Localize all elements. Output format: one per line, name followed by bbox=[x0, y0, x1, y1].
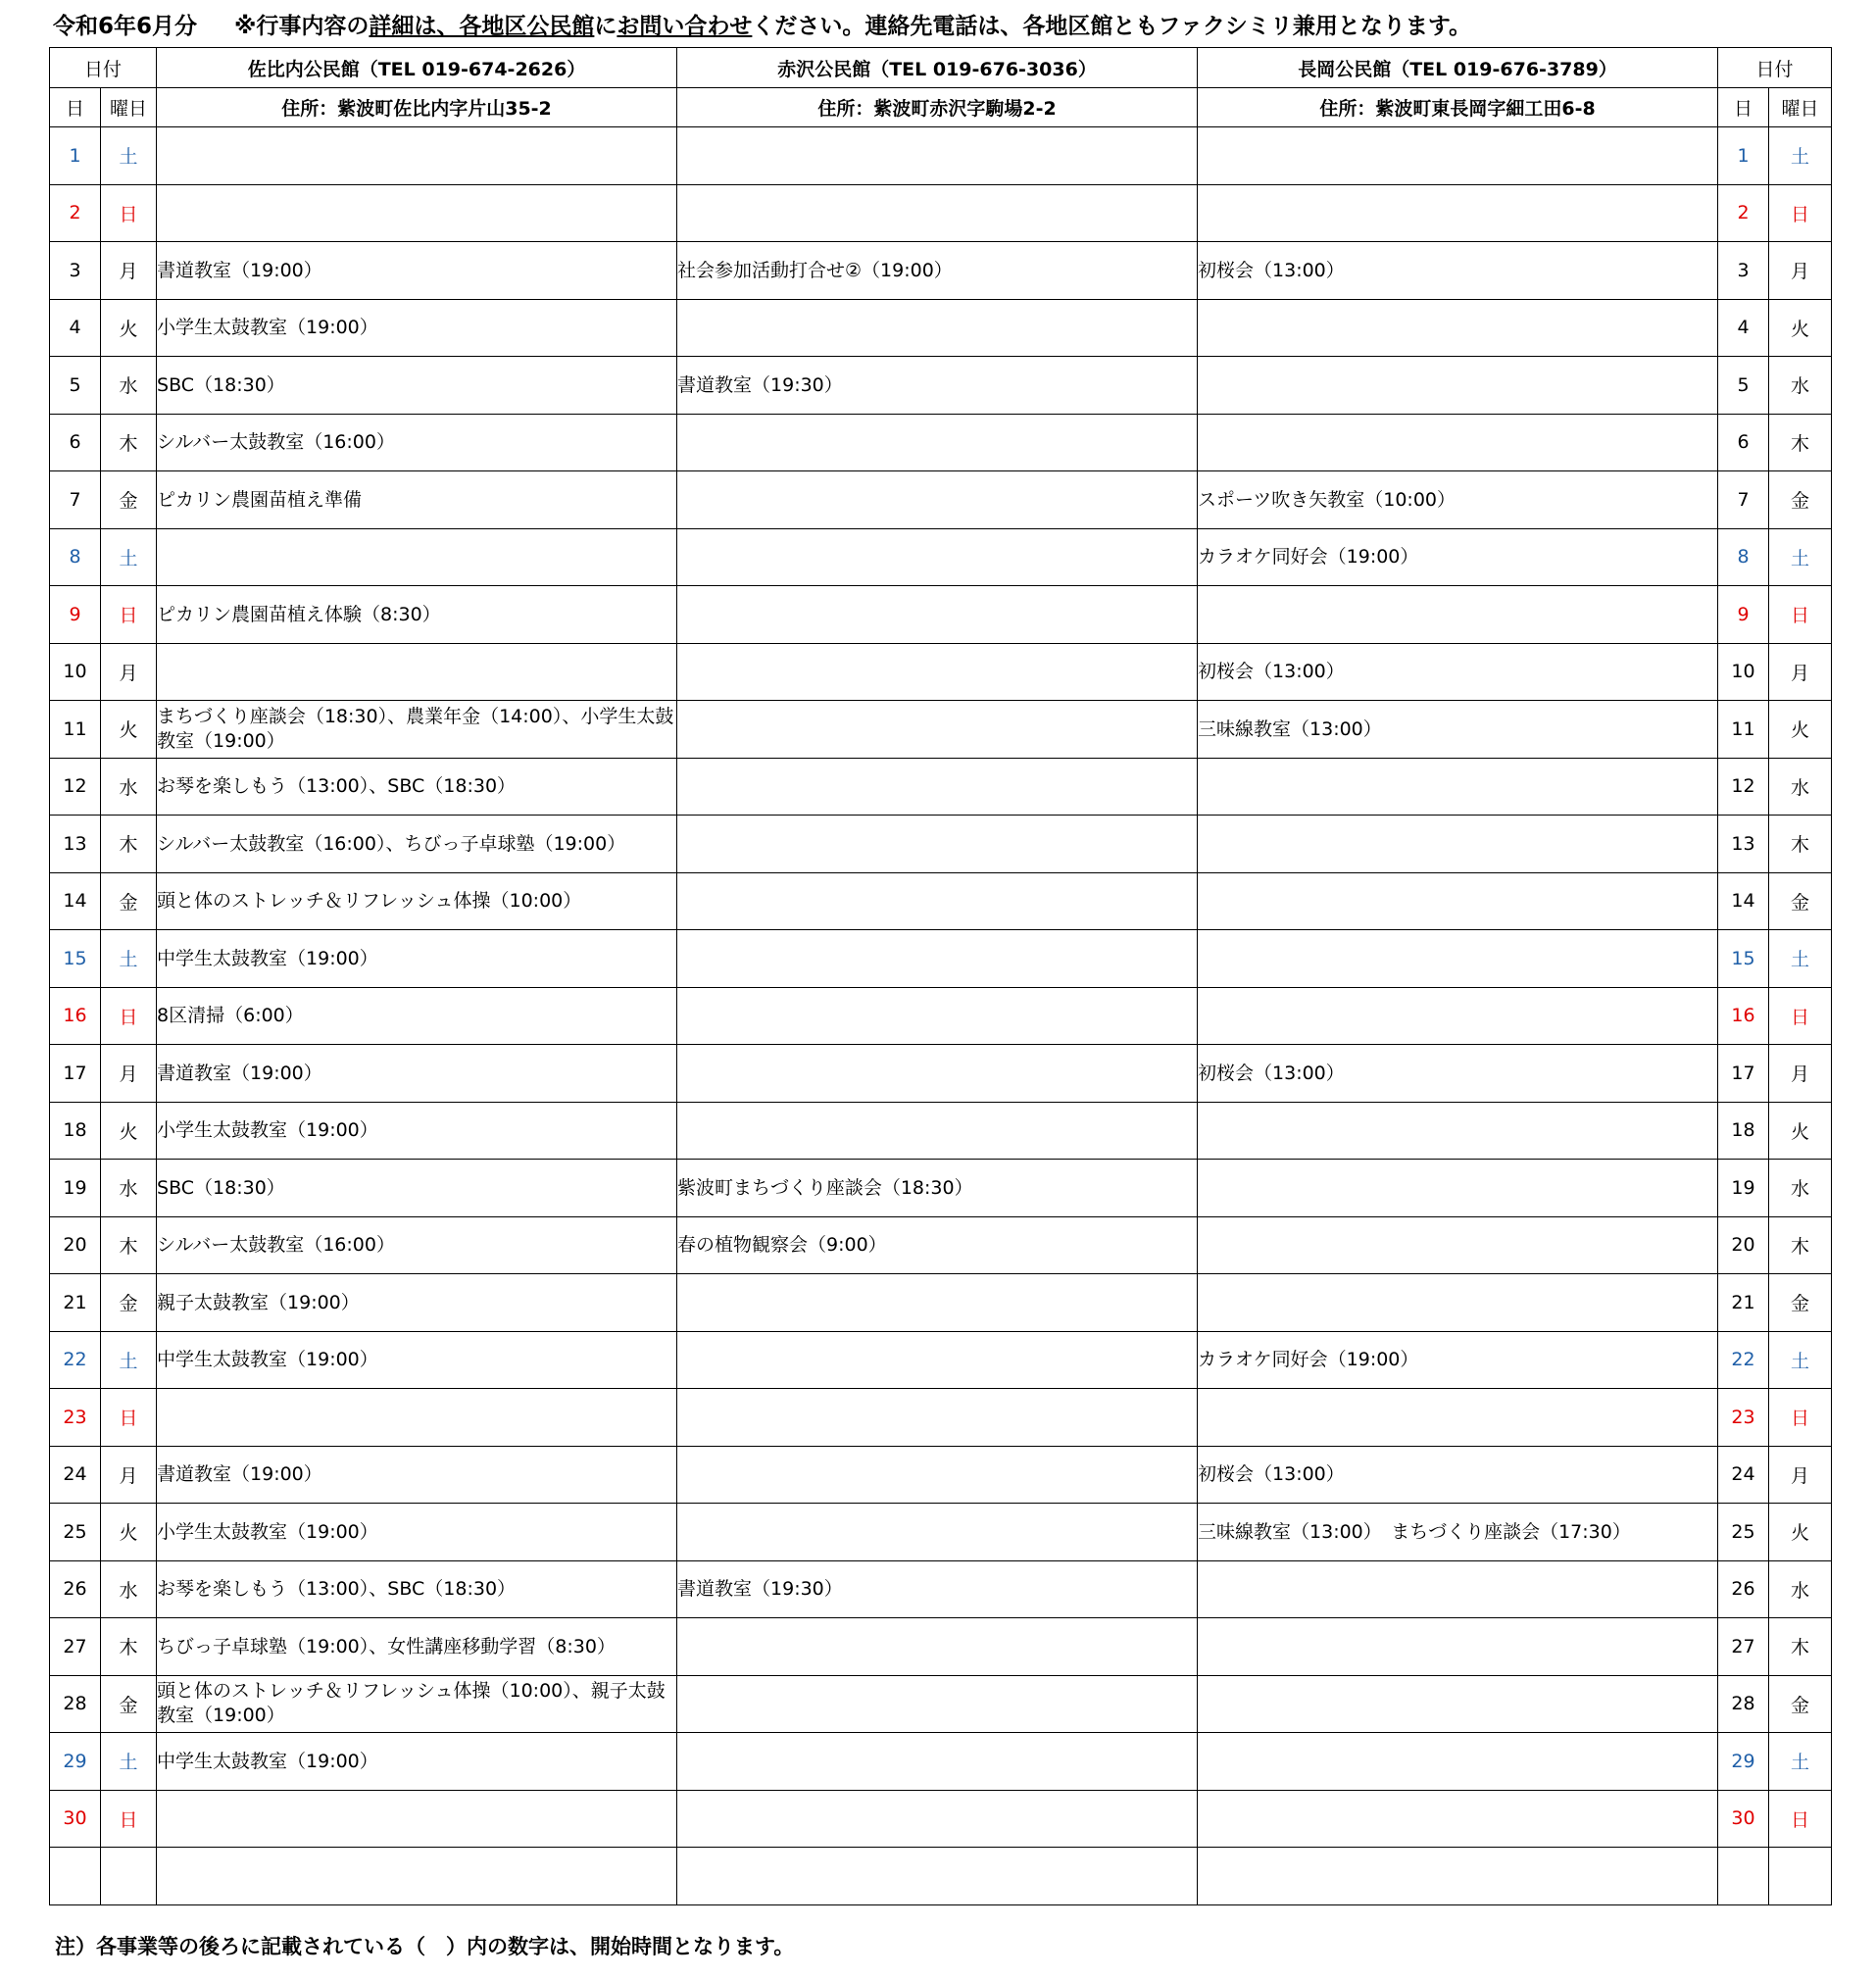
event-sahinai-cell: 小学生太鼓教室（19:00） bbox=[157, 299, 677, 357]
day-right-cell: 16 bbox=[1718, 987, 1769, 1045]
event-sahinai-cell: SBC（18:30） bbox=[157, 1160, 677, 1217]
event-sahinai-cell: シルバー太鼓教室（16:00） bbox=[157, 414, 677, 471]
day-left-cell: 10 bbox=[50, 643, 101, 701]
weekday-left-cell: 金 bbox=[101, 1675, 157, 1733]
weekday-left-cell: 土 bbox=[101, 1331, 157, 1389]
event-akazawa-cell bbox=[677, 1389, 1198, 1447]
day-left-cell: 1 bbox=[50, 127, 101, 185]
weekday-left-cell: 火 bbox=[101, 1102, 157, 1160]
event-sahinai-cell: 書道教室（19:00） bbox=[157, 1446, 677, 1504]
event-nagaoka-cell: 初桜会（13:00） bbox=[1198, 1045, 1718, 1103]
day-right-cell: 4 bbox=[1718, 299, 1769, 357]
day-left-cell: 29 bbox=[50, 1733, 101, 1791]
table-row bbox=[50, 1504, 1832, 1561]
event-nagaoka-cell bbox=[1198, 414, 1718, 471]
day-left-cell: 6 bbox=[50, 414, 101, 471]
page-header bbox=[53, 10, 1837, 43]
day-left-cell: 7 bbox=[50, 471, 101, 529]
weekday-left-cell: 水 bbox=[101, 1160, 157, 1217]
table-row bbox=[50, 299, 1832, 357]
weekday-right-cell: 日 bbox=[1769, 1389, 1832, 1447]
weekday-right-cell: 火 bbox=[1769, 299, 1832, 357]
event-sahinai-cell: 小学生太鼓教室（19:00） bbox=[157, 1102, 677, 1160]
event-akazawa-cell bbox=[677, 471, 1198, 529]
event-sahinai-cell: ちびっ子卓球塾（19:00）、女性講座移動学習（8:30） bbox=[157, 1618, 677, 1676]
weekday-left-cell: 月 bbox=[101, 643, 157, 701]
event-akazawa-cell bbox=[677, 127, 1198, 185]
event-sahinai-cell: 中学生太鼓教室（19:00） bbox=[157, 930, 677, 988]
date-header-left: 日付 bbox=[50, 48, 157, 88]
weekday-header-left: 曜日 bbox=[101, 88, 157, 127]
weekday-right-cell: 日 bbox=[1769, 586, 1832, 644]
event-nagaoka-cell bbox=[1198, 1102, 1718, 1160]
weekday-left-cell: 火 bbox=[101, 299, 157, 357]
table-row bbox=[50, 357, 1832, 415]
day-right-cell: 8 bbox=[1718, 528, 1769, 586]
weekday-left-cell: 月 bbox=[101, 1045, 157, 1103]
day-left-cell: 28 bbox=[50, 1675, 101, 1733]
weekday-left-cell: 月 bbox=[101, 1446, 157, 1504]
weekday-right-cell: 火 bbox=[1769, 1504, 1832, 1561]
day-left-cell: 18 bbox=[50, 1102, 101, 1160]
event-nagaoka-cell bbox=[1198, 1733, 1718, 1791]
hall-name-akazawa: 赤沢公民館（TEL 019-676-3036） bbox=[677, 48, 1198, 88]
event-nagaoka-cell bbox=[1198, 1216, 1718, 1274]
day-right-cell: 5 bbox=[1718, 357, 1769, 415]
day-right-cell bbox=[1718, 1848, 1769, 1905]
day-left-cell: 22 bbox=[50, 1331, 101, 1389]
weekday-left-cell: 土 bbox=[101, 1733, 157, 1791]
day-right-cell: 3 bbox=[1718, 242, 1769, 300]
event-akazawa-cell: 紫波町まちづくり座談会（18:30） bbox=[677, 1160, 1198, 1217]
table-row bbox=[50, 930, 1832, 988]
event-sahinai-cell: 頭と体のストレッチ＆リフレッシュ体操（10:00）、親子太鼓教室（19:00） bbox=[157, 1675, 677, 1733]
event-sahinai-cell: シルバー太鼓教室（16:00） bbox=[157, 1216, 677, 1274]
weekday-right-cell: 月 bbox=[1769, 1045, 1832, 1103]
table-row bbox=[50, 701, 1832, 759]
event-sahinai-cell: お琴を楽しもう（13:00）、SBC（18:30） bbox=[157, 1560, 677, 1618]
day-left-cell: 4 bbox=[50, 299, 101, 357]
weekday-right-cell: 木 bbox=[1769, 1216, 1832, 1274]
day-right-cell: 12 bbox=[1718, 758, 1769, 816]
event-akazawa-cell bbox=[677, 987, 1198, 1045]
table-row bbox=[50, 1848, 1832, 1905]
event-akazawa-cell: 書道教室（19:30） bbox=[677, 1560, 1198, 1618]
event-nagaoka-cell bbox=[1198, 127, 1718, 185]
weekday-left-cell: 火 bbox=[101, 701, 157, 759]
day-right-cell: 30 bbox=[1718, 1790, 1769, 1848]
table-row bbox=[50, 471, 1832, 529]
hall-name-sahinai: 佐比内公民館（TEL 019-674-2626） bbox=[157, 48, 677, 88]
notice-post: ください。連絡先電話は、各地区館ともファクシミリ兼用となります。 bbox=[752, 14, 1472, 39]
table-row bbox=[50, 1618, 1832, 1676]
day-right-cell: 7 bbox=[1718, 471, 1769, 529]
event-nagaoka-cell bbox=[1198, 1560, 1718, 1618]
event-sahinai-cell: 親子太鼓教室（19:00） bbox=[157, 1274, 677, 1332]
day-header-right: 日 bbox=[1718, 88, 1769, 127]
day-left-cell: 15 bbox=[50, 930, 101, 988]
event-akazawa-cell bbox=[677, 758, 1198, 816]
weekday-left-cell: 日 bbox=[101, 987, 157, 1045]
day-header-left: 日 bbox=[50, 88, 101, 127]
event-sahinai-cell: 書道教室（19:00） bbox=[157, 242, 677, 300]
event-nagaoka-cell bbox=[1198, 872, 1718, 930]
table-row bbox=[50, 1216, 1832, 1274]
table-row bbox=[50, 1045, 1832, 1103]
table-row bbox=[50, 1331, 1832, 1389]
table-row bbox=[50, 414, 1832, 471]
day-left-cell: 27 bbox=[50, 1618, 101, 1676]
weekday-header-right: 曜日 bbox=[1769, 88, 1832, 127]
day-left-cell: 13 bbox=[50, 816, 101, 873]
day-left-cell: 8 bbox=[50, 528, 101, 586]
day-right-cell: 22 bbox=[1718, 1331, 1769, 1389]
day-left-cell: 3 bbox=[50, 242, 101, 300]
day-right-cell: 14 bbox=[1718, 872, 1769, 930]
event-nagaoka-cell bbox=[1198, 1618, 1718, 1676]
weekday-left-cell: 日 bbox=[101, 1790, 157, 1848]
weekday-right-cell: 木 bbox=[1769, 414, 1832, 471]
weekday-right-cell: 金 bbox=[1769, 872, 1832, 930]
event-nagaoka-cell bbox=[1198, 184, 1718, 242]
event-akazawa-cell bbox=[677, 872, 1198, 930]
event-nagaoka-cell: 三味線教室（13:00） まちづくり座談会（17:30） bbox=[1198, 1504, 1718, 1561]
event-akazawa-cell bbox=[677, 816, 1198, 873]
weekday-left-cell: 木 bbox=[101, 1618, 157, 1676]
day-right-cell: 28 bbox=[1718, 1675, 1769, 1733]
table-row bbox=[50, 816, 1832, 873]
table-row bbox=[50, 643, 1832, 701]
event-sahinai-cell: まちづくり座談会（18:30）、農業年金（14:00）、小学生太鼓教室（19:00） bbox=[157, 701, 677, 759]
weekday-right-cell: 金 bbox=[1769, 471, 1832, 529]
day-right-cell: 18 bbox=[1718, 1102, 1769, 1160]
event-akazawa-cell bbox=[677, 1045, 1198, 1103]
day-left-cell: 30 bbox=[50, 1790, 101, 1848]
day-left-cell: 24 bbox=[50, 1446, 101, 1504]
weekday-left-cell: 土 bbox=[101, 127, 157, 185]
event-akazawa-cell bbox=[677, 1274, 1198, 1332]
event-nagaoka-cell bbox=[1198, 758, 1718, 816]
event-nagaoka-cell bbox=[1198, 586, 1718, 644]
notice-pre: ※行事内容の bbox=[234, 14, 370, 39]
table-row bbox=[50, 184, 1832, 242]
event-akazawa-cell bbox=[677, 930, 1198, 988]
weekday-right-cell: 日 bbox=[1769, 184, 1832, 242]
day-left-cell: 9 bbox=[50, 586, 101, 644]
event-nagaoka-cell: スポーツ吹き矢教室（10:00） bbox=[1198, 471, 1718, 529]
day-left-cell: 26 bbox=[50, 1560, 101, 1618]
event-nagaoka-cell bbox=[1198, 1790, 1718, 1848]
event-sahinai-cell: 中学生太鼓教室（19:00） bbox=[157, 1733, 677, 1791]
table-row bbox=[50, 528, 1832, 586]
weekday-right-cell: 木 bbox=[1769, 816, 1832, 873]
weekday-left-cell: 日 bbox=[101, 586, 157, 644]
event-akazawa-cell bbox=[677, 1848, 1198, 1905]
event-sahinai-cell bbox=[157, 643, 677, 701]
weekday-right-cell: 土 bbox=[1769, 127, 1832, 185]
day-right-cell: 19 bbox=[1718, 1160, 1769, 1217]
event-akazawa-cell: 社会参加活動打合せ②（19:00） bbox=[677, 242, 1198, 300]
hall-address-nagaoka: 住所：紫波町東長岡字細工田6-8 bbox=[1198, 88, 1718, 127]
notice-underline-1: 詳細は、各地区公民館 bbox=[369, 14, 595, 39]
event-nagaoka-cell bbox=[1198, 930, 1718, 988]
notice-underline-2: お問い合わせ bbox=[617, 14, 753, 39]
event-akazawa-cell bbox=[677, 1790, 1198, 1848]
weekday-right-cell: 月 bbox=[1769, 1446, 1832, 1504]
event-nagaoka-cell bbox=[1198, 299, 1718, 357]
weekday-left-cell: 水 bbox=[101, 758, 157, 816]
day-right-cell: 27 bbox=[1718, 1618, 1769, 1676]
day-left-cell: 23 bbox=[50, 1389, 101, 1447]
event-sahinai-cell: ピカリン農園苗植え準備 bbox=[157, 471, 677, 529]
day-right-cell: 13 bbox=[1718, 816, 1769, 873]
day-left-cell: 2 bbox=[50, 184, 101, 242]
schedule-table bbox=[49, 47, 1832, 1905]
weekday-right-cell: 火 bbox=[1769, 1102, 1832, 1160]
event-nagaoka-cell bbox=[1198, 1389, 1718, 1447]
event-sahinai-cell bbox=[157, 1848, 677, 1905]
event-sahinai-cell: SBC（18:30） bbox=[157, 357, 677, 415]
event-akazawa-cell bbox=[677, 1102, 1198, 1160]
day-right-cell: 23 bbox=[1718, 1389, 1769, 1447]
weekday-right-cell: 土 bbox=[1769, 1331, 1832, 1389]
table-row bbox=[50, 1102, 1832, 1160]
weekday-right-cell: 水 bbox=[1769, 1160, 1832, 1217]
weekday-left-cell: 木 bbox=[101, 1216, 157, 1274]
weekday-left-cell: 金 bbox=[101, 1274, 157, 1332]
day-right-cell: 24 bbox=[1718, 1446, 1769, 1504]
weekday-right-cell: 火 bbox=[1769, 701, 1832, 759]
weekday-right-cell: 土 bbox=[1769, 528, 1832, 586]
weekday-left-cell: 金 bbox=[101, 471, 157, 529]
event-sahinai-cell bbox=[157, 528, 677, 586]
day-right-cell: 10 bbox=[1718, 643, 1769, 701]
hall-address-akazawa: 住所：紫波町赤沢字駒場2-2 bbox=[677, 88, 1198, 127]
hall-address-sahinai: 住所：紫波町佐比内字片山35-2 bbox=[157, 88, 677, 127]
day-left-cell: 16 bbox=[50, 987, 101, 1045]
event-akazawa-cell bbox=[677, 643, 1198, 701]
event-akazawa-cell: 書道教室（19:30） bbox=[677, 357, 1198, 415]
event-akazawa-cell bbox=[677, 1446, 1198, 1504]
event-akazawa-cell bbox=[677, 586, 1198, 644]
day-right-cell: 17 bbox=[1718, 1045, 1769, 1103]
table-row bbox=[50, 1560, 1832, 1618]
weekday-right-cell: 木 bbox=[1769, 1618, 1832, 1676]
event-akazawa-cell bbox=[677, 1618, 1198, 1676]
weekday-left-cell: 木 bbox=[101, 414, 157, 471]
event-nagaoka-cell bbox=[1198, 816, 1718, 873]
day-right-cell: 21 bbox=[1718, 1274, 1769, 1332]
event-nagaoka-cell: 初桜会（13:00） bbox=[1198, 242, 1718, 300]
weekday-left-cell: 金 bbox=[101, 872, 157, 930]
event-akazawa-cell bbox=[677, 1733, 1198, 1791]
event-sahinai-cell: 小学生太鼓教室（19:00） bbox=[157, 1504, 677, 1561]
day-left-cell: 17 bbox=[50, 1045, 101, 1103]
day-left-cell: 25 bbox=[50, 1504, 101, 1561]
event-sahinai-cell: お琴を楽しもう（13:00）、SBC（18:30） bbox=[157, 758, 677, 816]
event-nagaoka-cell: カラオケ同好会（19:00） bbox=[1198, 1331, 1718, 1389]
day-left-cell: 12 bbox=[50, 758, 101, 816]
event-nagaoka-cell: 初桜会（13:00） bbox=[1198, 1446, 1718, 1504]
header-row-address bbox=[50, 88, 1832, 127]
weekday-left-cell: 土 bbox=[101, 930, 157, 988]
event-nagaoka-cell bbox=[1198, 987, 1718, 1045]
day-left-cell: 14 bbox=[50, 872, 101, 930]
weekday-left-cell: 土 bbox=[101, 528, 157, 586]
event-akazawa-cell: 春の植物観察会（9:00） bbox=[677, 1216, 1198, 1274]
table-row bbox=[50, 987, 1832, 1045]
weekday-right-cell: 水 bbox=[1769, 758, 1832, 816]
event-sahinai-cell: 頭と体のストレッチ＆リフレッシュ体操（10:00） bbox=[157, 872, 677, 930]
month-title: 令和6年6月分 bbox=[53, 14, 198, 39]
weekday-left-cell: 日 bbox=[101, 1389, 157, 1447]
table-row bbox=[50, 242, 1832, 300]
weekday-right-cell: 日 bbox=[1769, 987, 1832, 1045]
table-row bbox=[50, 1274, 1832, 1332]
weekday-left-cell: 水 bbox=[101, 1560, 157, 1618]
day-right-cell: 15 bbox=[1718, 930, 1769, 988]
table-row bbox=[50, 1389, 1832, 1447]
table-row bbox=[50, 758, 1832, 816]
hall-name-nagaoka: 長岡公民館（TEL 019-676-3789） bbox=[1198, 48, 1718, 88]
table-row bbox=[50, 872, 1832, 930]
day-right-cell: 1 bbox=[1718, 127, 1769, 185]
table-row bbox=[50, 1675, 1832, 1733]
weekday-right-cell: 土 bbox=[1769, 1733, 1832, 1791]
day-left-cell: 19 bbox=[50, 1160, 101, 1217]
weekday-right-cell: 月 bbox=[1769, 643, 1832, 701]
footer-note: 注）各事業等の後ろに記載されている（ ）内の数字は、開始時間となります。 bbox=[55, 1935, 795, 1958]
table-row bbox=[50, 1160, 1832, 1217]
event-sahinai-cell: 8区清掃（6:00） bbox=[157, 987, 677, 1045]
day-left-cell: 21 bbox=[50, 1274, 101, 1332]
day-right-cell: 20 bbox=[1718, 1216, 1769, 1274]
event-nagaoka-cell bbox=[1198, 1848, 1718, 1905]
event-nagaoka-cell bbox=[1198, 1274, 1718, 1332]
day-right-cell: 2 bbox=[1718, 184, 1769, 242]
event-nagaoka-cell bbox=[1198, 1160, 1718, 1217]
table-row bbox=[50, 1446, 1832, 1504]
day-left-cell: 5 bbox=[50, 357, 101, 415]
weekday-right-cell: 水 bbox=[1769, 1560, 1832, 1618]
event-sahinai-cell bbox=[157, 184, 677, 242]
weekday-right-cell: 水 bbox=[1769, 357, 1832, 415]
weekday-right-cell bbox=[1769, 1848, 1832, 1905]
day-left-cell: 20 bbox=[50, 1216, 101, 1274]
event-sahinai-cell bbox=[157, 1389, 677, 1447]
weekday-left-cell: 木 bbox=[101, 816, 157, 873]
event-akazawa-cell bbox=[677, 1675, 1198, 1733]
weekday-right-cell: 金 bbox=[1769, 1274, 1832, 1332]
table-row bbox=[50, 1790, 1832, 1848]
event-sahinai-cell: 中学生太鼓教室（19:00） bbox=[157, 1331, 677, 1389]
weekday-left-cell: 日 bbox=[101, 184, 157, 242]
weekday-left-cell: 火 bbox=[101, 1504, 157, 1561]
event-nagaoka-cell: カラオケ同好会（19:00） bbox=[1198, 528, 1718, 586]
weekday-left-cell bbox=[101, 1848, 157, 1905]
date-header-right: 日付 bbox=[1718, 48, 1832, 88]
event-sahinai-cell: 書道教室（19:00） bbox=[157, 1045, 677, 1103]
weekday-right-cell: 金 bbox=[1769, 1675, 1832, 1733]
day-right-cell: 26 bbox=[1718, 1560, 1769, 1618]
event-akazawa-cell bbox=[677, 414, 1198, 471]
event-nagaoka-cell: 三味線教室（13:00） bbox=[1198, 701, 1718, 759]
event-akazawa-cell bbox=[677, 1504, 1198, 1561]
event-akazawa-cell bbox=[677, 1331, 1198, 1389]
event-nagaoka-cell bbox=[1198, 1675, 1718, 1733]
event-akazawa-cell bbox=[677, 184, 1198, 242]
header-row-halls bbox=[50, 48, 1832, 88]
table-row bbox=[50, 127, 1832, 185]
day-right-cell: 6 bbox=[1718, 414, 1769, 471]
event-sahinai-cell: ピカリン農園苗植え体験（8:30） bbox=[157, 586, 677, 644]
weekday-left-cell: 水 bbox=[101, 357, 157, 415]
day-right-cell: 29 bbox=[1718, 1733, 1769, 1791]
day-left-cell bbox=[50, 1848, 101, 1905]
event-sahinai-cell: シルバー太鼓教室（16:00）、ちびっ子卓球塾（19:00） bbox=[157, 816, 677, 873]
event-akazawa-cell bbox=[677, 299, 1198, 357]
event-sahinai-cell bbox=[157, 127, 677, 185]
day-right-cell: 9 bbox=[1718, 586, 1769, 644]
event-akazawa-cell bbox=[677, 701, 1198, 759]
event-akazawa-cell bbox=[677, 528, 1198, 586]
notice-mid: に bbox=[594, 14, 617, 39]
table-row bbox=[50, 1733, 1832, 1791]
table-row bbox=[50, 586, 1832, 644]
weekday-right-cell: 土 bbox=[1769, 930, 1832, 988]
event-nagaoka-cell bbox=[1198, 357, 1718, 415]
event-nagaoka-cell: 初桜会（13:00） bbox=[1198, 643, 1718, 701]
weekday-right-cell: 日 bbox=[1769, 1790, 1832, 1848]
weekday-right-cell: 月 bbox=[1769, 242, 1832, 300]
day-right-cell: 11 bbox=[1718, 701, 1769, 759]
day-left-cell: 11 bbox=[50, 701, 101, 759]
weekday-left-cell: 月 bbox=[101, 242, 157, 300]
day-right-cell: 25 bbox=[1718, 1504, 1769, 1561]
event-sahinai-cell bbox=[157, 1790, 677, 1848]
